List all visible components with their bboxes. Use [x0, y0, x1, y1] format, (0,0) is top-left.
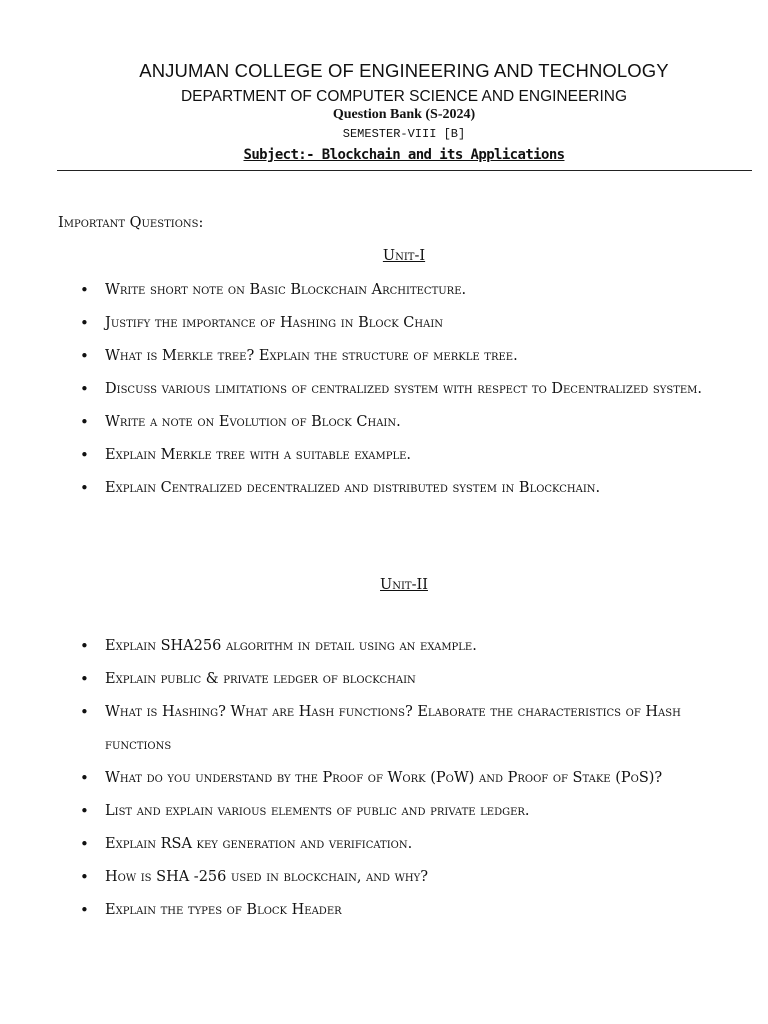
department-name: DEPARTMENT OF COMPUTER SCIENCE AND ENGINEERING	[180, 88, 628, 105]
unit-1-question-list	[58, 274, 738, 505]
list-item: • Explain the types of Block Header	[58, 894, 738, 927]
list-item: • What is Merkle tree? Explain the structure of merkle tree.	[58, 340, 738, 373]
important-questions-heading: Important Questions:	[58, 215, 204, 231]
header-divider	[57, 170, 752, 171]
list-item: • What do you understand by the Proof of Work (PoW) and Proof of Stake (PoS)?	[58, 762, 738, 795]
list-item: • List and explain various elements of public and private ledger.	[58, 795, 738, 828]
list-item: • Explain Centralized decentralized and distributed system in Blockchain.	[58, 472, 738, 505]
unit-2-question-list	[58, 630, 738, 927]
list-item: • How is SHA -256 used in blockchain, and why?	[58, 861, 738, 894]
list-item: • Explain Merkle tree with a suitable example.	[58, 439, 738, 472]
unit-1-title: Unit-I	[382, 248, 426, 264]
list-item: • Explain RSA key generation and verification.	[58, 828, 738, 861]
list-item: • Write a note on Evolution of Block Chain.	[58, 406, 738, 439]
question-bank-title: Question Bank (S-2024)	[332, 107, 476, 122]
list-item: • What is Hashing? What are Hash functions? Elaborate the characteristics of Hash functions	[58, 696, 738, 762]
list-item: • Write short note on Basic Blockchain Architecture.	[58, 274, 738, 307]
list-item: • Explain public & private ledger of blockchain	[58, 663, 738, 696]
list-item: • Justify the importance of Hashing in Block Chain	[58, 307, 738, 340]
list-item: • Explain SHA256 algorithm in detail using an example.	[58, 630, 738, 663]
unit-2-title: Unit-II	[380, 577, 428, 593]
semester-label: SEMESTER-VIII [B]	[342, 127, 466, 141]
subject-line	[0, 147, 768, 163]
college-name: ANJUMAN COLLEGE OF ENGINEERING AND TECHNOLOGY	[139, 60, 669, 81]
list-item: • Discuss various limitations of centralized system with respect to Decentralized system.	[58, 373, 738, 406]
subject-text: Subject:- Blockchain and its Applications	[243, 147, 565, 163]
